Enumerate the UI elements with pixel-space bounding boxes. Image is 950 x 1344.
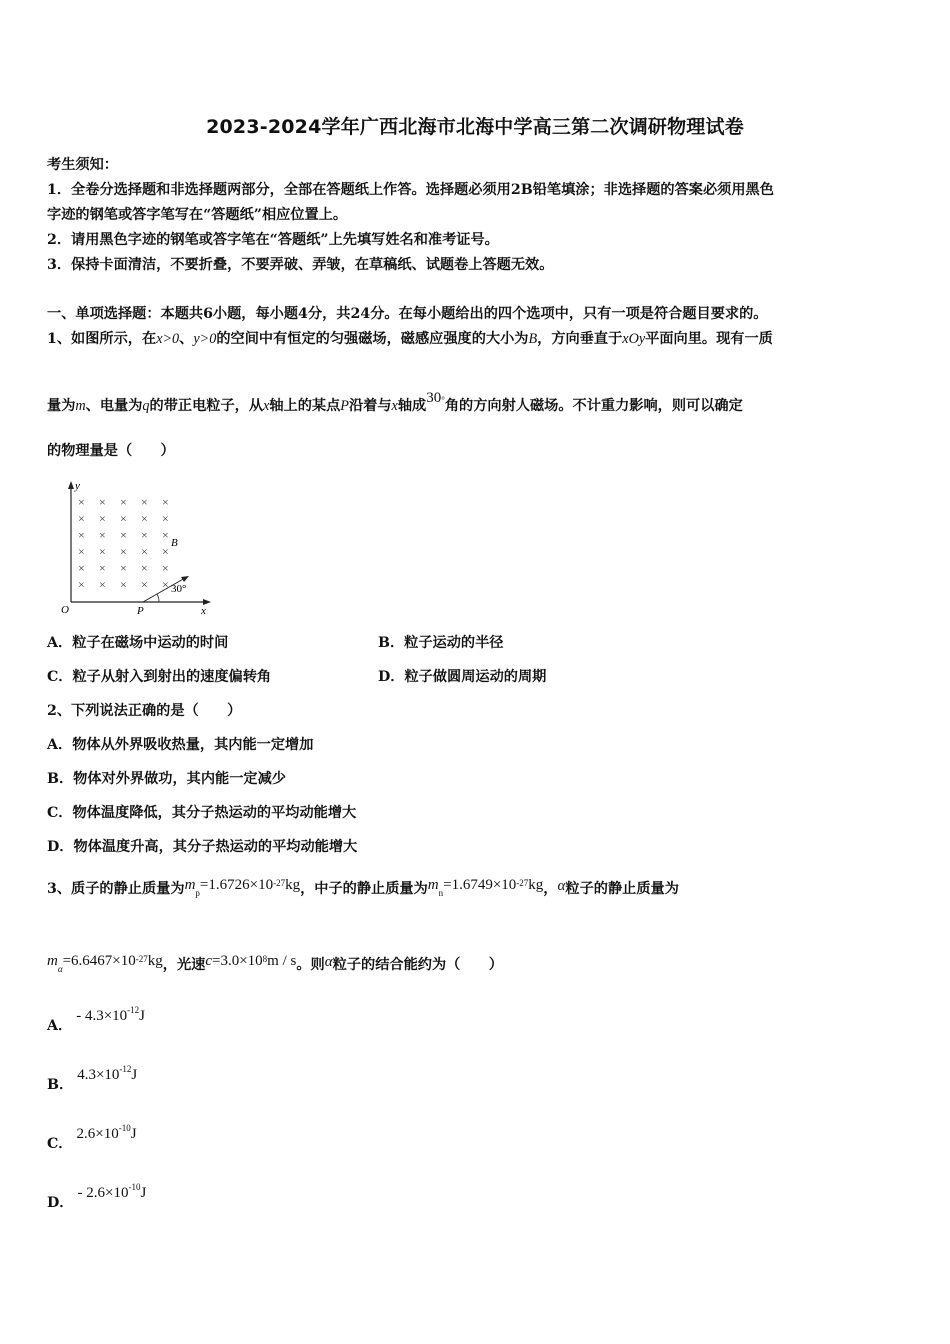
field-cross-mark: × [99, 511, 106, 526]
notice-line-2: 字迹的钢笔或答字笔写在“答题纸”相应位置上。 [47, 207, 348, 223]
x-axis-label: x [201, 605, 206, 615]
field-cross-mark: × [78, 511, 85, 526]
field-cross-mark: × [141, 495, 148, 509]
field-cross-mark: × [99, 577, 106, 592]
angle-label: 30° [171, 583, 187, 595]
notice-line-4: 3．保持卡面清洁，不要折叠，不要弄破、弄皱，在草稿纸、试题卷上答题无效。 [47, 257, 554, 273]
q1-stem-line-3: 的物理量是（ ） [47, 443, 175, 459]
field-cross-mark: × [78, 561, 85, 575]
field-cross-mark: × [162, 511, 169, 526]
field-cross-mark: × [78, 528, 85, 542]
q2-option-a[interactable]: A．物体从外界吸收热量，其内能一定增加 [47, 737, 314, 753]
field-cross-mark: × [162, 544, 169, 559]
velocity-arrowhead [181, 576, 189, 582]
field-cross-mark: × [120, 561, 127, 575]
field-cross-mark: × [162, 528, 169, 542]
field-cross-mark: × [141, 577, 148, 592]
q3-stem-line-1: 3、质子的静止质量为$m_p=1.6726\times 10^{-27}kg$，中子的静止质量为$m_n=1.6749\times 10^{-27}kg$，α粒子的静止质量为 [47, 877, 679, 898]
field-cross-mark: × [141, 561, 148, 575]
field-cross-mark: × [120, 511, 127, 526]
field-cross-marks [78, 495, 169, 592]
field-cross-mark: × [141, 544, 148, 559]
angle-arc [157, 594, 159, 602]
q2-stem: 2、下列说法正确的是（ ） [47, 703, 242, 719]
field-cross-mark: × [141, 528, 148, 542]
q1-stem-line-1: 1、如图所示，在x>0、y>0的空间中有恒定的匀强磁场，磁感应强度的大小为B，方向垂直于xOy平面向里。现有一质 [47, 331, 773, 347]
field-cross-mark: × [120, 577, 127, 592]
q3-option-b[interactable]: B．$4.3\times 10^{-12}J$ [47, 1064, 138, 1093]
q2-option-c[interactable]: C．物体温度降低，其分子热运动的平均动能增大 [47, 805, 357, 821]
field-cross-mark: × [78, 544, 85, 559]
field-cross-mark: × [99, 544, 106, 559]
q1-option-c[interactable]: C．粒子从射入到射出的速度偏转角 [47, 669, 272, 685]
field-cross-mark: × [78, 577, 85, 592]
field-cross-mark: × [120, 495, 127, 509]
y-axis-arrow [68, 481, 74, 489]
page-title: 2023-2024学年广西北海市北海中学高三第二次调研物理试卷 [206, 116, 744, 138]
y-axis-label: y [75, 480, 80, 492]
field-cross-mark: × [78, 495, 85, 509]
field-cross-mark: × [120, 544, 127, 559]
field-b-label: B [171, 537, 178, 549]
q2-option-b[interactable]: B．物体对外界做功，其内能一定减少 [47, 771, 286, 787]
field-cross-mark: × [162, 577, 169, 592]
point-p-label: P [137, 605, 144, 615]
field-cross-mark: × [99, 495, 106, 509]
notice-line-1: 1．全卷分选择题和非选择题两部分，全部在答题纸上作答。选择题必须用2B铅笔填涂；非选择题的答案必须用黑色 [47, 182, 774, 198]
field-cross-mark: × [162, 495, 169, 509]
field-cross-mark: × [99, 561, 106, 575]
field-cross-mark: × [120, 528, 127, 542]
notice-line-3: 2．请用黑色字迹的钢笔或答字笔在“答题纸”上先填写姓名和准考证号。 [47, 232, 499, 248]
notice-heading: 考生须知： [47, 157, 118, 173]
q3-option-d[interactable]: D．- $2.6\times 10^{-10}J$ [47, 1182, 147, 1211]
q2-option-d[interactable]: D．物体温度升高，其分子热运动的平均动能增大 [47, 839, 358, 855]
section-header: 一、单项选择题：本题共6小题，每小题4分，共24分。在每小题给出的四个选项中，只有一项是符合题目要求的。 [47, 306, 768, 322]
q1-stem-line-2: 量为m、电量为q的带正电粒子，从x轴上的某点P沿着与x轴成30°角的方向射人磁场。不计重力影响，则可以确定 [47, 390, 743, 414]
q3-stem-line-2: $m_\alpha=6.6467\times 10^{-27}kg$，光速$c=3.0\times 10^8m / s$。则α粒子的结合能约为（ ） [47, 953, 503, 974]
field-cross-mark: × [141, 511, 148, 526]
magnetic-field-figure [55, 475, 220, 615]
q1-option-a[interactable]: A．粒子在磁场中运动的时间 [47, 635, 229, 651]
q1-option-d[interactable]: D．粒子做圆周运动的周期 [378, 669, 547, 685]
origin-label: O [61, 604, 69, 615]
q1-option-b[interactable]: B．粒子运动的半径 [378, 635, 504, 651]
q3-option-a[interactable]: A．- $4.3\times 10^{-12}J$ [47, 1005, 146, 1034]
field-cross-mark: × [162, 561, 169, 575]
field-cross-mark: × [99, 528, 106, 542]
q3-option-c[interactable]: C．$2.6\times 10^{-10}J$ [47, 1123, 137, 1152]
